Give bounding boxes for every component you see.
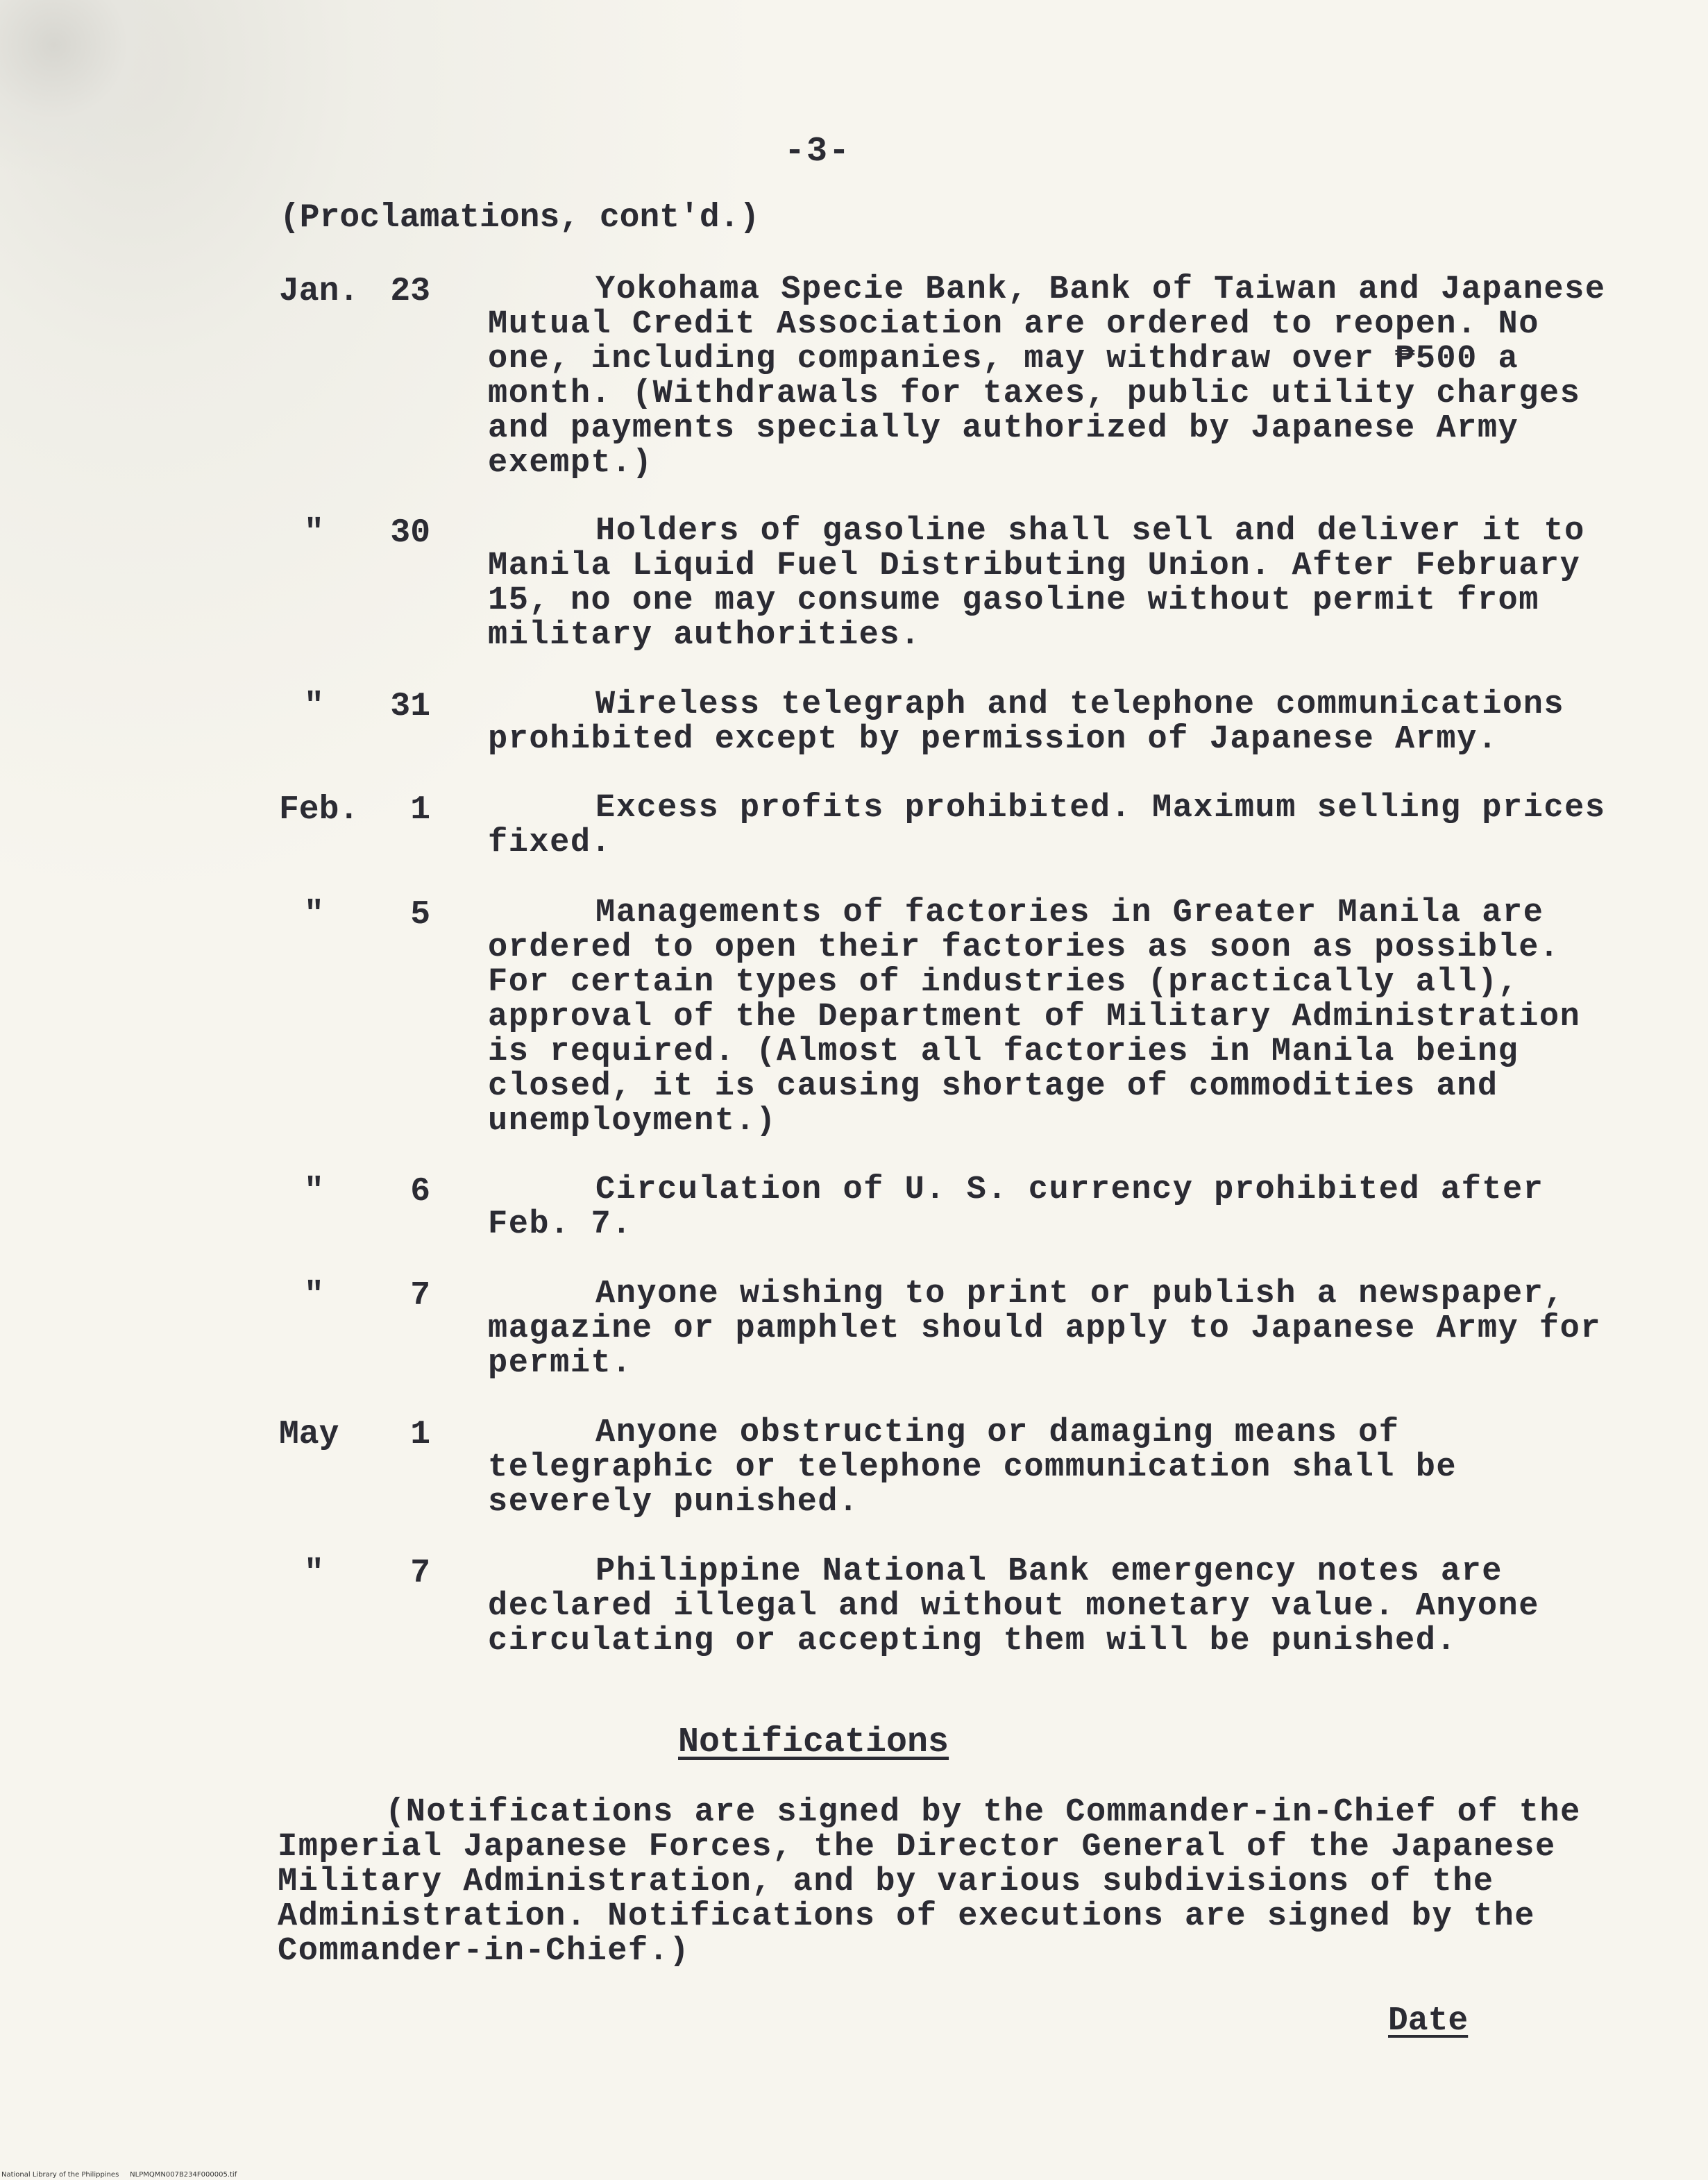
entry-month-ditto: " [304, 1555, 324, 1592]
entry-day: 1 [410, 791, 430, 829]
entry-text: Managements of factories in Greater Manila are ordered to open their factories as soon as possible. For certain types of industries (practically all), approval of the Department of Military Administration is required. (Almost all factories in Manila being closed, it is causing shortage of commodities and unemployment.) [488, 895, 1581, 1140]
entry-month: Jan. [279, 273, 360, 310]
notifications-heading: Notifications [678, 1723, 949, 1762]
archive-footer: National Library of the Philippines NLPMQMN007B234F000005.tif [1, 2171, 237, 2179]
entry-month-ditto: " [304, 1277, 324, 1315]
entry-month-ditto: " [304, 1173, 324, 1210]
entry-month: Feb. [279, 791, 360, 829]
section-heading: (Proclamations, cont'd.) [280, 199, 760, 237]
notifications-paragraph: (Notifications are signed by the Commander-in-Chief of the Imperial Japanese Forces, the Director General of the Japanese Military Administration, and by various subdivisions of the Administration. Notifications of executions are signed by the Commander-in-Chief.) [278, 1794, 1581, 1970]
entry-month-ditto: " [304, 896, 324, 933]
entry-month: May [279, 1416, 339, 1453]
entry-day: 6 [410, 1173, 430, 1210]
entry-text: Yokohama Specie Bank, Bank of Taiwan and Japanese Mutual Credit Association are ordered to reopen. No one, including companies, may withdraw over ₱500 a month. (Withdrawals for taxes, public utility charges and payments specially authorized by Japanese Army exempt.) [488, 271, 1606, 482]
entry-day: 1 [410, 1416, 430, 1453]
entry-month-ditto: " [304, 514, 324, 552]
entry-text: Circulation of U. S. currency prohibited after Feb. 7. [488, 1172, 1544, 1243]
entry-day: 23 [390, 273, 430, 310]
paper-stain [0, 0, 180, 180]
entry-text: Excess profits prohibited. Maximum selling prices fixed. [488, 790, 1606, 861]
entry-text: Anyone obstructing or damaging means of telegraphic or telephone communication shall be severely punished. [488, 1414, 1457, 1521]
entry-day: 30 [390, 514, 430, 552]
entry-day: 31 [390, 688, 430, 725]
entry-month-ditto: " [304, 688, 324, 725]
entry-day: 7 [410, 1277, 430, 1315]
entry-text: Anyone wishing to print or publish a newspaper, magazine or pamphlet should apply to Japanese Army for permit. [488, 1276, 1602, 1382]
entry-day: 5 [410, 896, 430, 933]
page-number: -3- [784, 132, 852, 171]
entry-day: 7 [410, 1555, 430, 1592]
entry-text: Holders of gasoline shall sell and deliver it to Manila Liquid Fuel Distributing Union. After February 15, no one may consume gasoline without permit from military authorities. [488, 513, 1585, 654]
entry-text: Philippine National Bank emergency notes are declared illegal and without monetary value. Anyone circulating or accepting them will be punished. [488, 1553, 1539, 1659]
date-column-heading: Date [1388, 2002, 1469, 2040]
entry-text: Wireless telegraph and telephone communications prohibited except by permission of Japanese Army. [488, 686, 1565, 758]
